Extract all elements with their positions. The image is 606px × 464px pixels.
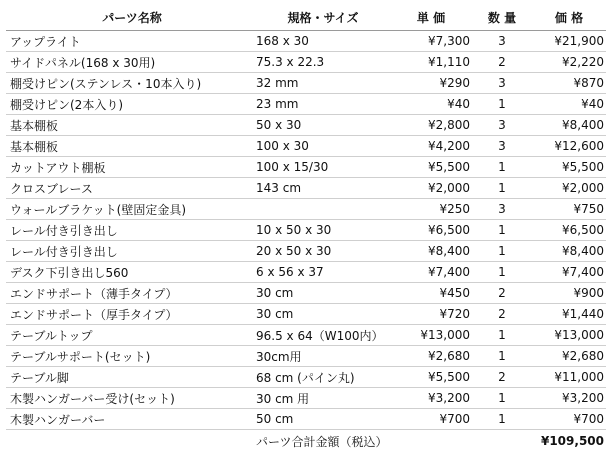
part-price: ¥7,400	[532, 262, 606, 283]
part-spec: 30 cm 用	[254, 388, 392, 409]
part-quantity: 1	[472, 388, 532, 409]
table-row	[6, 115, 606, 136]
part-name: カットアウト棚板	[6, 157, 254, 178]
part-spec: 100 x 30	[254, 136, 392, 157]
header-name: パーツ名称	[6, 4, 254, 31]
part-name: エンドサポート（厚手タイプ）	[6, 304, 254, 325]
part-spec: 6 x 56 x 37	[254, 262, 392, 283]
table-row	[6, 262, 606, 283]
part-price: ¥1,440	[532, 304, 606, 325]
total-spacer	[6, 430, 254, 453]
part-spec: 75.3 x 22.3	[254, 52, 392, 73]
table-row	[6, 31, 606, 52]
part-unit-price: ¥290	[392, 73, 472, 94]
part-name: 棚受けピン(ステンレス・10本入り)	[6, 73, 254, 94]
table-row	[6, 325, 606, 346]
part-price: ¥12,600	[532, 136, 606, 157]
part-quantity: 1	[472, 346, 532, 367]
table-row	[6, 346, 606, 367]
part-quantity: 3	[472, 73, 532, 94]
part-unit-price: ¥6,500	[392, 220, 472, 241]
total-label: パーツ合計金額（税込）	[256, 434, 388, 449]
table-row	[6, 220, 606, 241]
part-spec: 100 x 15/30	[254, 157, 392, 178]
part-unit-price: ¥8,400	[392, 241, 472, 262]
part-quantity: 1	[472, 241, 532, 262]
part-price: ¥6,500	[532, 220, 606, 241]
part-quantity: 1	[472, 262, 532, 283]
part-unit-price: ¥3,200	[392, 388, 472, 409]
part-price: ¥13,000	[532, 325, 606, 346]
part-quantity: 2	[472, 367, 532, 388]
part-unit-price: ¥450	[392, 283, 472, 304]
table-row	[6, 94, 606, 115]
part-name: 木製ハンガーバー	[6, 409, 254, 430]
part-unit-price: ¥2,680	[392, 346, 472, 367]
part-name: 木製ハンガーバー受け(セット)	[6, 388, 254, 409]
part-spec: 96.5 x 64（W100内）	[254, 325, 392, 346]
part-unit-price: ¥4,200	[392, 136, 472, 157]
part-name: エンドサポート（薄手タイプ）	[6, 283, 254, 304]
part-spec: 143 cm	[254, 178, 392, 199]
header-price: 価 格	[532, 4, 606, 31]
table-row	[6, 157, 606, 178]
part-price: ¥700	[532, 409, 606, 430]
table-header-row	[6, 4, 606, 31]
part-name: テーブル脚	[6, 367, 254, 388]
part-name: 基本棚板	[6, 136, 254, 157]
part-price: ¥5,500	[532, 157, 606, 178]
table-row	[6, 178, 606, 199]
part-name: サイドパネル(168 x 30用)	[6, 52, 254, 73]
part-spec: 20 x 50 x 30	[254, 241, 392, 262]
part-price: ¥2,220	[532, 52, 606, 73]
part-unit-price: ¥7,400	[392, 262, 472, 283]
part-name: テーブルトップ	[6, 325, 254, 346]
part-quantity: 2	[472, 52, 532, 73]
part-spec: 168 x 30	[254, 31, 392, 52]
table-row	[6, 136, 606, 157]
part-price: ¥2,000	[532, 178, 606, 199]
part-unit-price: ¥2,000	[392, 178, 472, 199]
part-spec: 50 cm	[254, 409, 392, 430]
header-unit-price: 単 価	[392, 4, 472, 31]
table-row	[6, 73, 606, 94]
part-quantity: 3	[472, 199, 532, 220]
part-unit-price: ¥13,000	[392, 325, 472, 346]
part-name: アップライト	[6, 31, 254, 52]
part-name: デスク下引き出し560	[6, 262, 254, 283]
part-quantity: 1	[472, 220, 532, 241]
part-quantity: 1	[472, 94, 532, 115]
part-spec: 30cm用	[254, 346, 392, 367]
part-quantity: 2	[472, 304, 532, 325]
part-price: ¥11,000	[532, 367, 606, 388]
table-row	[6, 199, 606, 220]
part-quantity: 1	[472, 157, 532, 178]
table-row	[6, 52, 606, 73]
part-spec: 10 x 50 x 30	[254, 220, 392, 241]
part-unit-price: ¥1,110	[392, 52, 472, 73]
part-spec: 32 mm	[254, 73, 392, 94]
parts-table-body	[6, 31, 606, 453]
part-name: 棚受けピン(2本入り)	[6, 94, 254, 115]
part-price: ¥21,900	[532, 31, 606, 52]
part-name: レール付き引き出し	[6, 241, 254, 262]
part-price: ¥2,680	[532, 346, 606, 367]
part-spec: 50 x 30	[254, 115, 392, 136]
part-quantity: 3	[472, 136, 532, 157]
part-quantity: 1	[472, 409, 532, 430]
part-name: レール付き引き出し	[6, 220, 254, 241]
part-unit-price: ¥700	[392, 409, 472, 430]
part-price: ¥8,400	[532, 241, 606, 262]
part-spec: 23 mm	[254, 94, 392, 115]
part-price: ¥900	[532, 283, 606, 304]
table-row	[6, 409, 606, 430]
part-quantity: 2	[472, 283, 532, 304]
part-price: ¥40	[532, 94, 606, 115]
part-unit-price: ¥2,800	[392, 115, 472, 136]
total-row	[6, 430, 606, 453]
part-spec: 30 cm	[254, 283, 392, 304]
table-row	[6, 283, 606, 304]
part-spec: 68 cm (パイン丸)	[254, 367, 392, 388]
part-unit-price: ¥40	[392, 94, 472, 115]
part-price: ¥8,400	[532, 115, 606, 136]
part-price: ¥3,200	[532, 388, 606, 409]
part-price: ¥750	[532, 199, 606, 220]
part-unit-price: ¥720	[392, 304, 472, 325]
part-name: ウォールブラケット(壁固定金具)	[6, 199, 254, 220]
part-spec: 30 cm	[254, 304, 392, 325]
total-value: ¥109,500	[540, 434, 604, 448]
part-name: 基本棚板	[6, 115, 254, 136]
part-quantity: 1	[472, 178, 532, 199]
part-price: ¥870	[532, 73, 606, 94]
part-unit-price: ¥7,300	[392, 31, 472, 52]
part-unit-price: ¥5,500	[392, 157, 472, 178]
part-quantity: 3	[472, 31, 532, 52]
table-row	[6, 304, 606, 325]
part-unit-price: ¥250	[392, 199, 472, 220]
table-row	[6, 388, 606, 409]
part-quantity: 1	[472, 325, 532, 346]
part-name: クロスブレース	[6, 178, 254, 199]
part-name: テーブルサポート(セット)	[6, 346, 254, 367]
part-spec	[254, 199, 392, 220]
table-row	[6, 241, 606, 262]
part-quantity: 3	[472, 115, 532, 136]
parts-table	[6, 4, 606, 452]
header-spec: 規格・サイズ	[254, 4, 392, 31]
table-row	[6, 367, 606, 388]
part-unit-price: ¥5,500	[392, 367, 472, 388]
header-quantity: 数 量	[472, 4, 532, 31]
